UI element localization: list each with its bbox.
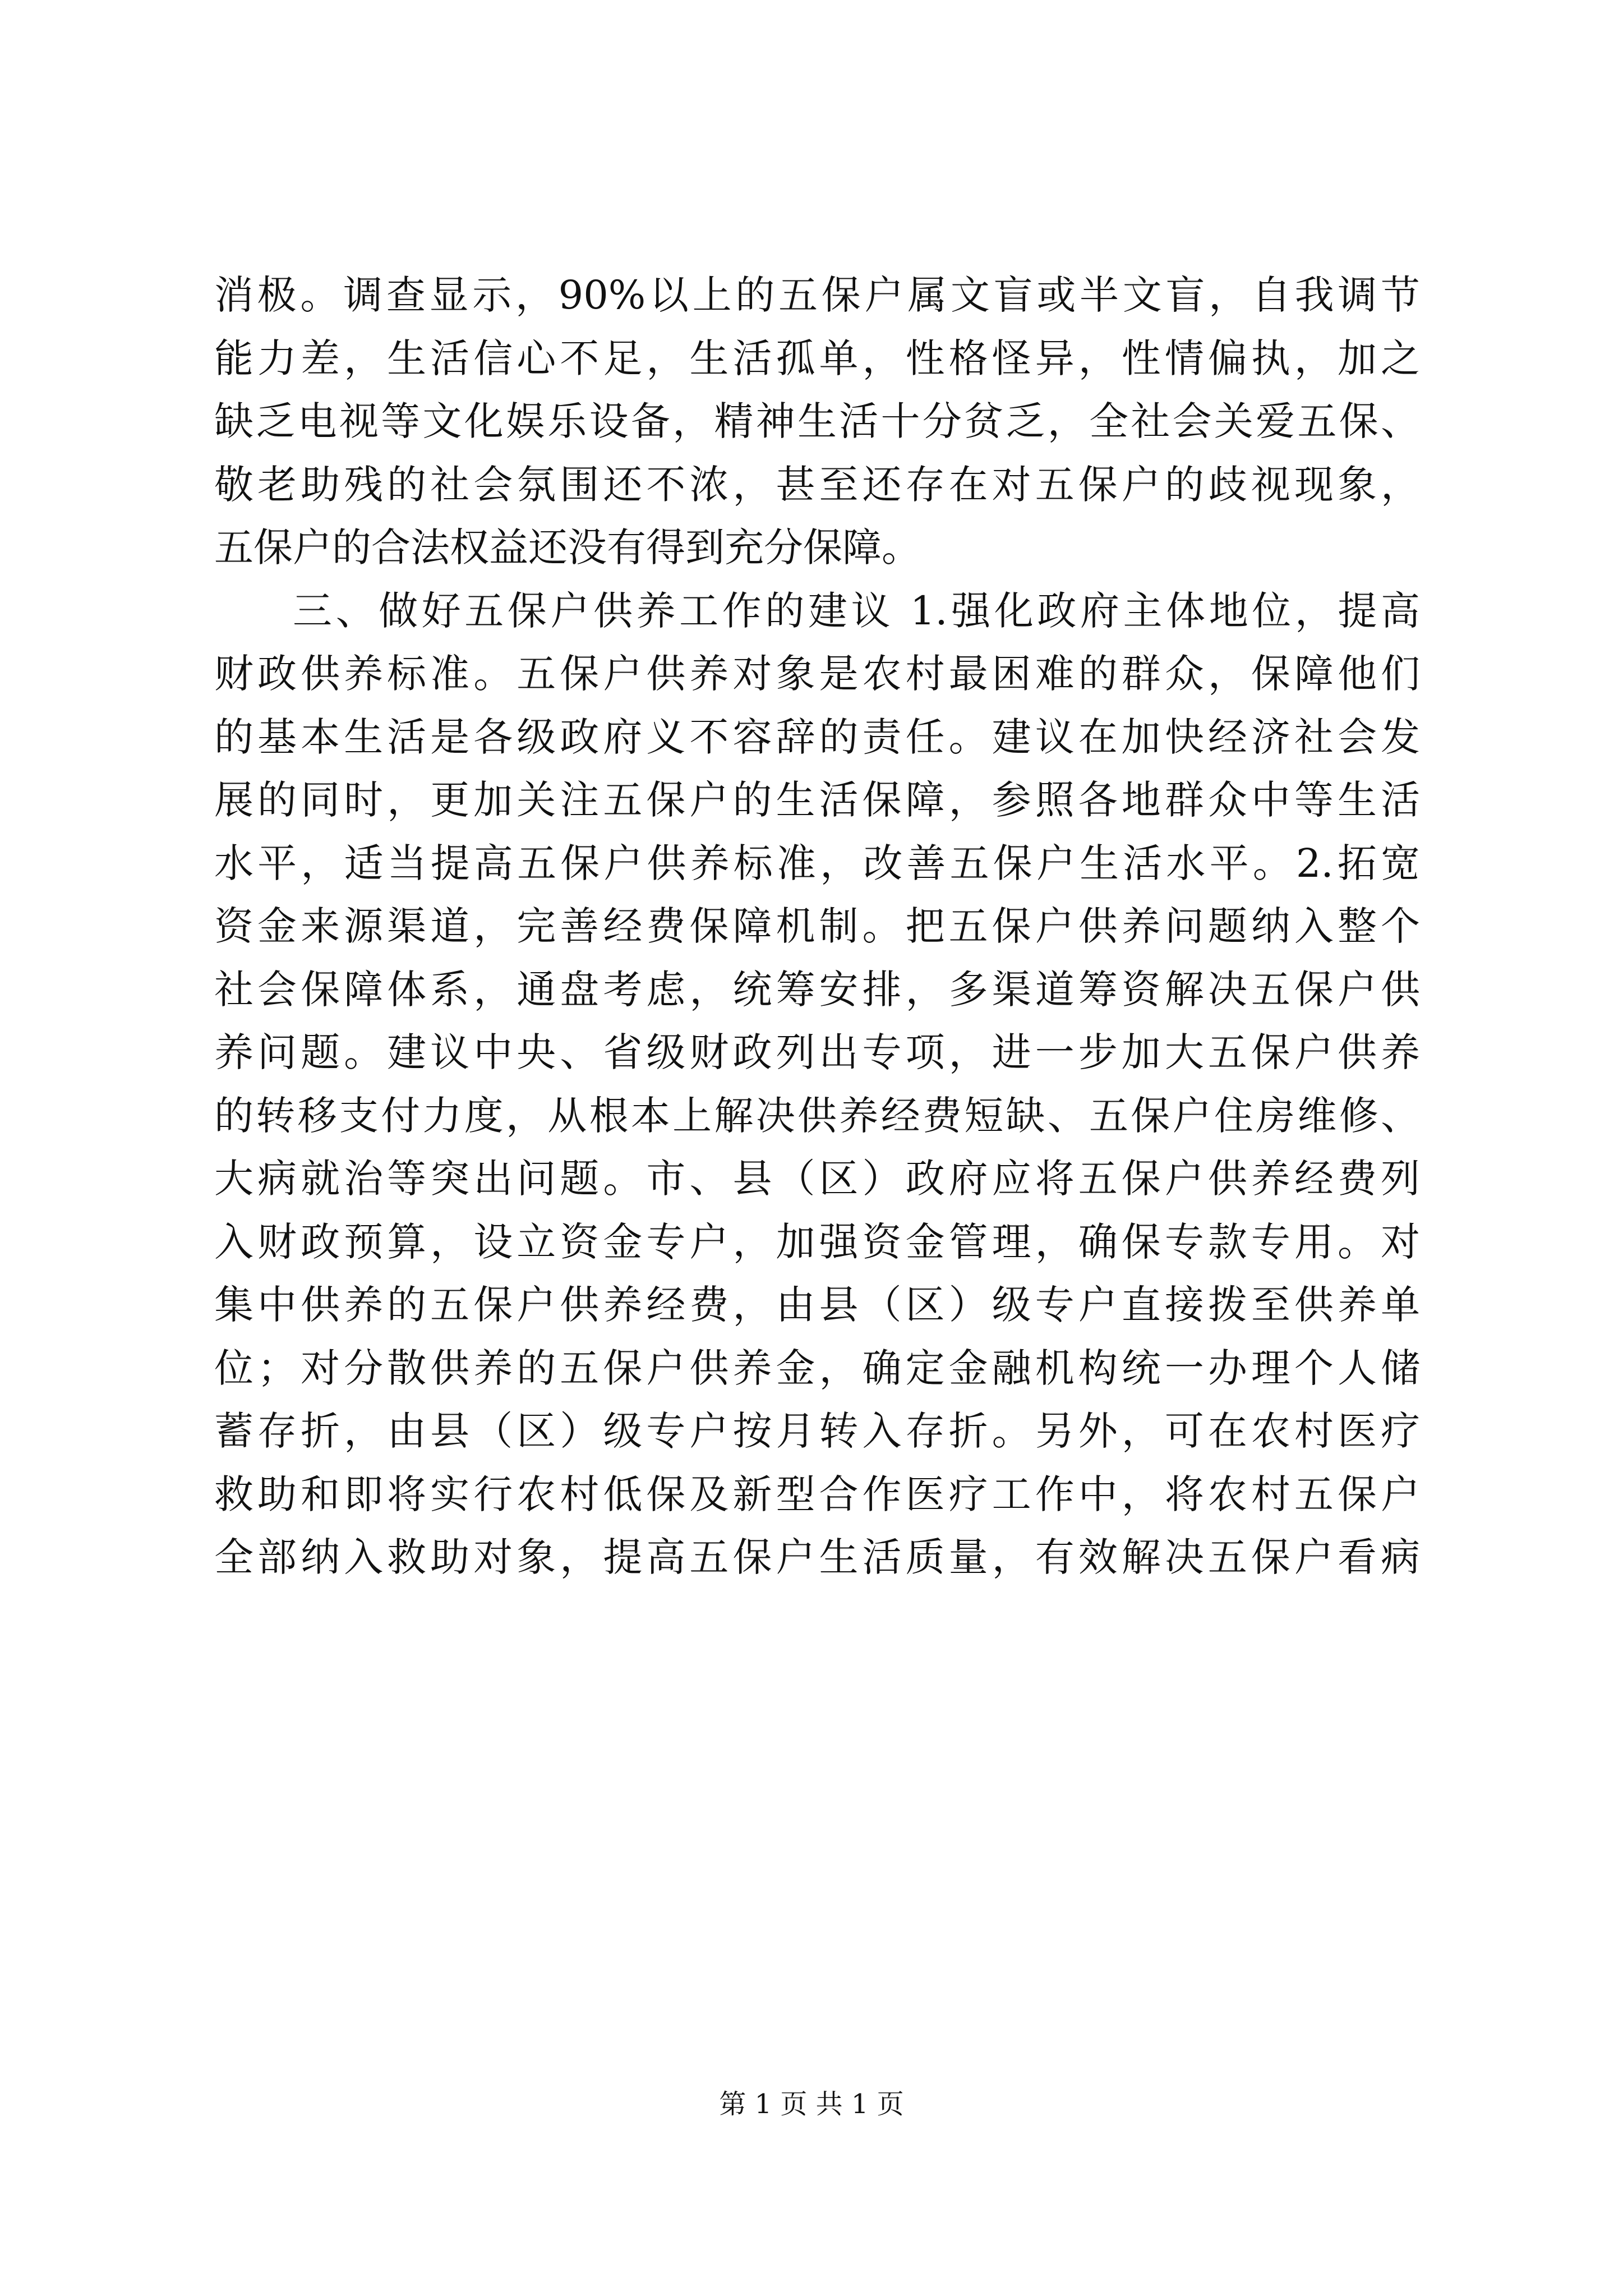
text-line: 敬老助残的社会氛围还不浓，甚至还存在对五保户的歧视现象， bbox=[214, 461, 1420, 508]
text-line: 展的同时，更加关注五保户的生活保障，参照各地群众中等生活 bbox=[214, 777, 1420, 823]
text-line: 资金来源渠道，完善经费保障机制。把五保户供养问题纳入整个 bbox=[214, 903, 1420, 949]
text-line: 水平，适当提高五保户供养标准，改善五保户生活水平。2.拓宽 bbox=[214, 840, 1420, 886]
text-line: 的基本生活是各级政府义不容辞的责任。建议在加快经济社会发 bbox=[214, 714, 1420, 760]
text-line: 缺乏电视等文化娱乐设备，精神生活十分贫乏，全社会关爱五保、 bbox=[214, 398, 1420, 444]
section-heading-line: 三、做好五保户供养工作的建议 1.强化政府主体地位，提高 bbox=[293, 587, 1420, 634]
page-footer: 第 1 页 共 1 页 bbox=[719, 2088, 904, 2120]
text-line: 消极。调查显示，90%以上的五保户属文盲或半文盲，自我调节 bbox=[214, 272, 1420, 318]
text-line: 养问题。建议中央、省级财政列出专项，进一步加大五保户供养 bbox=[214, 1029, 1420, 1075]
text-line: 五保户的合法权益还没有得到充分保障。 bbox=[214, 524, 921, 570]
text-line: 蓄存折，由县（区）级专户按月转入存折。另外，可在农村医疗 bbox=[214, 1408, 1420, 1454]
text-line: 位；对分散供养的五保户供养金，确定金融机构统一办理个人储 bbox=[214, 1345, 1420, 1391]
document-body bbox=[214, 264, 1420, 1589]
text-line: 的转移支付力度，从根本上解决供养经费短缺、五保户住房维修、 bbox=[214, 1092, 1420, 1139]
text-line: 大病就治等突出问题。市、县（区）政府应将五保户供养经费列 bbox=[214, 1156, 1420, 1202]
text-line: 全部纳入救助对象，提高五保户生活质量，有效解决五保户看病 bbox=[214, 1534, 1420, 1580]
text-line: 财政供养标准。五保户供养对象是农村最困难的群众，保障他们 bbox=[214, 651, 1420, 697]
text-line: 集中供养的五保户供养经费，由县（区）级专户直接拨至供养单 bbox=[214, 1282, 1420, 1328]
text-line: 救助和即将实行农村低保及新型合作医疗工作中，将农村五保户 bbox=[214, 1471, 1420, 1517]
text-line: 能力差，生活信心不足，生活孤单，性格怪异，性情偏执，加之 bbox=[214, 335, 1420, 381]
text-line: 社会保障体系，通盘考虑，统筹安排，多渠道筹资解决五保户供 bbox=[214, 966, 1420, 1013]
text-line: 入财政预算，设立资金专户，加强资金管理，确保专款专用。对 bbox=[214, 1218, 1420, 1265]
